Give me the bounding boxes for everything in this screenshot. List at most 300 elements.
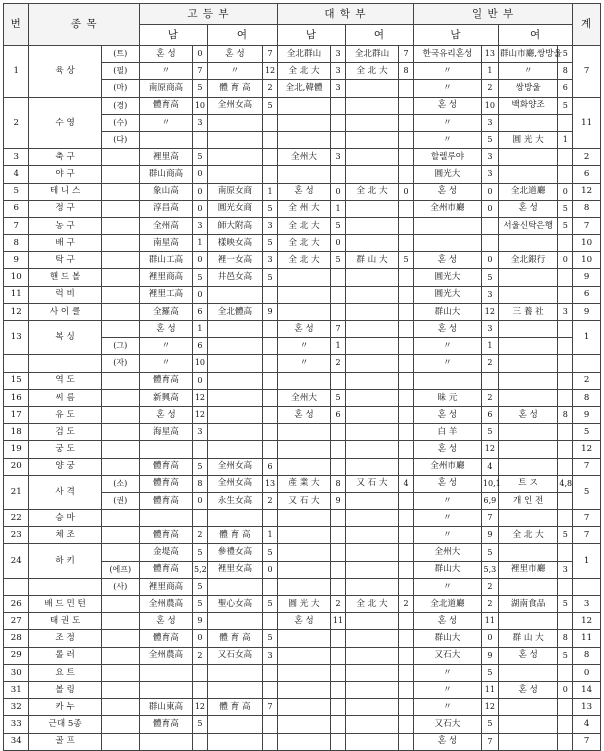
gen-male-score: 5 <box>481 544 498 561</box>
gen-male-score: 1 <box>481 63 498 80</box>
hs-male-score: 0 <box>193 492 208 509</box>
col-male-score: 3 <box>331 80 346 97</box>
table-row <box>4 544 601 561</box>
hs-male-score: 5 <box>193 716 208 733</box>
hs-male-score: 3 <box>193 217 208 234</box>
gen-male-team: 〃 <box>413 510 481 527</box>
gen-female-score <box>558 149 573 166</box>
col-female-team <box>345 664 398 681</box>
gen-female-score: 4,8 <box>558 475 573 492</box>
row-number: 30 <box>4 664 29 681</box>
col-female-score <box>399 613 414 630</box>
row-number: 12 <box>4 303 29 320</box>
row-number: 5 <box>4 183 29 200</box>
hs-female-team <box>207 286 262 303</box>
event-name: 탁 구 <box>29 252 101 269</box>
row-number: 22 <box>4 510 29 527</box>
col-male-team <box>277 97 330 114</box>
col-female-team <box>345 303 398 320</box>
event-subcategory <box>101 389 139 406</box>
row-number: 20 <box>4 458 29 475</box>
event-name: 조 정 <box>29 630 101 647</box>
gen-female-score: 5 <box>558 97 573 114</box>
gen-female-score <box>558 321 573 338</box>
hs-male-score: 12 <box>193 406 208 423</box>
gen-male-team: 혼 성 <box>413 183 481 200</box>
row-number: 3 <box>4 149 29 166</box>
table-row <box>4 149 601 166</box>
hs-male-score <box>193 681 208 698</box>
hs-male-score: 5 <box>193 458 208 475</box>
col-male-team <box>277 269 330 286</box>
gen-female-team <box>498 716 557 733</box>
gen-female-team: 개 인 전 <box>498 492 557 509</box>
gen-female-score: 0 <box>558 681 573 698</box>
event-name: 요 트 <box>29 664 101 681</box>
col-female-score <box>399 217 414 234</box>
total-value: 1 <box>573 544 601 578</box>
col-female-team <box>345 217 398 234</box>
gen-female-team <box>498 372 557 389</box>
event-subcategory <box>101 424 139 441</box>
hs-male-score: 10 <box>193 355 208 372</box>
col-female-score <box>399 716 414 733</box>
hs-female-team <box>207 406 262 423</box>
col-male-team: 全 州 大 <box>277 200 330 217</box>
gen-female-score <box>558 372 573 389</box>
gen-male-team: 〃 <box>413 681 481 698</box>
col-male-team: 圓 光 大 <box>277 596 330 613</box>
gen-female-score: 5 <box>558 527 573 544</box>
group-highschool-header: 고 등 부 <box>139 4 277 25</box>
hs-female-score <box>263 681 278 698</box>
gen-female-score: 5 <box>558 46 573 63</box>
hs-female-score: 5 <box>263 630 278 647</box>
row-number: 18 <box>4 424 29 441</box>
gen-female-score: 3 <box>558 561 573 578</box>
hs-male-team: 〃 <box>139 338 192 355</box>
hs-female-team <box>207 338 262 355</box>
table-row <box>4 406 601 423</box>
gen-female-team: 혼 성 <box>498 406 557 423</box>
row-number: 2 <box>4 97 29 149</box>
col-male-team <box>277 544 330 561</box>
gen-female-team: 혼 성 <box>498 681 557 698</box>
hs-male-score <box>193 664 208 681</box>
hs-female-team <box>207 166 262 183</box>
gen-female-score <box>558 269 573 286</box>
hs-female-team: 體 育 高 <box>207 527 262 544</box>
gen-male-team: 〃 <box>413 578 481 595</box>
hs-male-score: 0 <box>193 252 208 269</box>
hs-female-team: 樣映女高 <box>207 235 262 252</box>
event-name: 야 구 <box>29 166 101 183</box>
gen-female-team <box>498 544 557 561</box>
table-row <box>4 475 601 492</box>
hs-female-score <box>263 372 278 389</box>
col-male-team <box>277 114 330 131</box>
col-female-score <box>399 510 414 527</box>
col-female-team <box>345 441 398 458</box>
event-subcategory <box>101 183 139 200</box>
event-name: 볼 링 <box>29 681 101 698</box>
hs-female-score <box>263 441 278 458</box>
col-female-score <box>399 389 414 406</box>
gen-female-team <box>498 613 557 630</box>
col-male-team <box>277 699 330 716</box>
hs-female-score: 5 <box>263 200 278 217</box>
table-row <box>4 252 601 269</box>
gen-male-score: 5 <box>481 269 498 286</box>
total-value: 8 <box>573 389 601 406</box>
hs-female-team <box>207 441 262 458</box>
hs-male-team: 體育高 <box>139 475 192 492</box>
event-name: 롤 러 <box>29 647 101 664</box>
hs-female-score <box>263 131 278 148</box>
col-male-team <box>277 561 330 578</box>
hs-female-score <box>263 733 278 750</box>
col-male-score <box>331 510 346 527</box>
hs-male-score: 5,2 <box>193 561 208 578</box>
col-female-score <box>399 97 414 114</box>
col-male-team <box>277 131 330 148</box>
gen-male-score: 7 <box>481 510 498 527</box>
col-male-score <box>331 647 346 664</box>
col-male-team <box>277 647 330 664</box>
hs-female-team: 聖心女高 <box>207 596 262 613</box>
hs-male-team: 體育高 <box>139 630 192 647</box>
hs-male-score: 12 <box>193 389 208 406</box>
gen-female-score: 5 <box>558 217 573 234</box>
col-female-team <box>345 200 398 217</box>
col-male-score <box>331 699 346 716</box>
hs-female-score: 5 <box>263 596 278 613</box>
table-row <box>4 716 601 733</box>
hs-male-team: 〃 <box>139 355 192 372</box>
hs-male-score: 1 <box>193 235 208 252</box>
col-female-score: 5 <box>399 252 414 269</box>
col-female-team <box>345 578 398 595</box>
total-value: 7 <box>573 733 601 750</box>
hs-male-team: 群山東高 <box>139 699 192 716</box>
gen-female-team: 〃 <box>498 63 557 80</box>
male-header: 남 <box>413 25 498 46</box>
gen-male-team: 혼 성 <box>413 97 481 114</box>
event-subcategory <box>101 613 139 630</box>
col-male-score <box>331 664 346 681</box>
event-subcategory: (그) <box>101 338 139 355</box>
gen-female-score <box>558 510 573 527</box>
event-subcategory <box>101 200 139 217</box>
hs-male-team: 體育高 <box>139 561 192 578</box>
event-name: 근대 5종 <box>29 716 101 733</box>
total-value: 10 <box>573 235 601 252</box>
col-female-team <box>345 80 398 97</box>
event-subcategory: (마) <box>101 80 139 97</box>
hs-male-team <box>139 681 192 698</box>
female-header: 여 <box>345 25 413 46</box>
col-male-score: 3 <box>331 63 346 80</box>
table-row <box>4 578 601 595</box>
total-value: 7 <box>573 527 601 544</box>
hs-male-score <box>193 131 208 148</box>
col-female-score <box>399 664 414 681</box>
hs-female-team: 南原女商 <box>207 183 262 200</box>
col-female-team: 全 北 大 <box>345 183 398 200</box>
col-female-team <box>345 166 398 183</box>
row-number: 21 <box>4 475 29 509</box>
row-number: 27 <box>4 613 29 630</box>
event-name: 체 조 <box>29 527 101 544</box>
col-male-team <box>277 510 330 527</box>
event-subcategory <box>101 664 139 681</box>
hs-male-score: 3 <box>193 424 208 441</box>
sports-results-table <box>3 3 601 751</box>
col-female-score: 4 <box>399 475 414 492</box>
gen-male-team: 〃 <box>413 355 481 372</box>
hs-male-team: 全州高 <box>139 217 192 234</box>
event-subcategory <box>101 441 139 458</box>
total-value: 6 <box>573 286 601 303</box>
col-male-team: 全 北 大 <box>277 235 330 252</box>
table-row <box>4 355 601 372</box>
col-male-score <box>331 131 346 148</box>
total-value: 7 <box>573 217 601 234</box>
col-male-score <box>331 166 346 183</box>
hs-male-team <box>139 733 192 750</box>
hs-male-score: 0 <box>193 372 208 389</box>
hs-female-score <box>263 114 278 131</box>
col-male-team <box>277 681 330 698</box>
col-female-team <box>345 149 398 166</box>
col-male-score <box>331 681 346 698</box>
gen-male-team: 혼 성 <box>413 321 481 338</box>
hs-male-score: 5 <box>193 544 208 561</box>
male-header: 남 <box>277 25 345 46</box>
event-subcategory <box>101 286 139 303</box>
gen-female-team <box>498 235 557 252</box>
gen-female-team: 裡里市廳 <box>498 561 557 578</box>
hs-female-score: 5 <box>263 97 278 114</box>
hs-female-score <box>263 664 278 681</box>
col-male-team <box>277 458 330 475</box>
col-female-score <box>399 630 414 647</box>
table-row <box>4 596 601 613</box>
gen-female-team <box>498 389 557 406</box>
gen-male-score: 0 <box>481 252 498 269</box>
col-female-team <box>345 97 398 114</box>
hs-male-team: 象山高 <box>139 183 192 200</box>
hs-female-score: 12 <box>263 63 278 80</box>
hs-male-team: 淳昌高 <box>139 200 192 217</box>
col-male-team: 全州大 <box>277 389 330 406</box>
event-subcategory: (경) <box>101 97 139 114</box>
col-male-score <box>331 716 346 733</box>
table-row <box>4 183 601 200</box>
col-male-team: 혼 성 <box>277 183 330 200</box>
col-male-score <box>331 97 346 114</box>
col-female-team: 全 北 大 <box>345 596 398 613</box>
gen-female-team <box>498 166 557 183</box>
hs-female-score: 2 <box>263 492 278 509</box>
gen-male-team: 又石大 <box>413 716 481 733</box>
gen-male-team: 혼 성 <box>413 733 481 750</box>
hs-female-score: 3 <box>263 252 278 269</box>
total-value: 11 <box>573 630 601 647</box>
col-female-score: 0 <box>399 183 414 200</box>
row-number: 1 <box>4 46 29 98</box>
gen-male-team <box>413 372 481 389</box>
hs-female-team: 井邑女高 <box>207 269 262 286</box>
hs-male-score <box>193 510 208 527</box>
col-male-team: 〃 <box>277 338 330 355</box>
gen-male-team: 혼 성 <box>413 475 481 492</box>
col-male-score: 5 <box>331 217 346 234</box>
event-subcategory <box>101 733 139 750</box>
col-total-header: 계 <box>573 4 601 46</box>
col-female-team <box>345 131 398 148</box>
hs-male-score: 7 <box>193 63 208 80</box>
group-college-header: 대 학 부 <box>277 4 413 25</box>
hs-male-score: 0 <box>193 200 208 217</box>
gen-male-score: 2 <box>481 80 498 97</box>
table-row <box>4 286 601 303</box>
gen-male-team: 한국유리혼성 <box>413 46 481 63</box>
gen-female-score <box>558 286 573 303</box>
total-value: 7 <box>573 510 601 527</box>
gen-male-team: 群山大 <box>413 630 481 647</box>
total-value: 13 <box>573 699 601 716</box>
hs-female-score: 5 <box>263 544 278 561</box>
gen-female-score <box>558 664 573 681</box>
gen-male-score: 9 <box>481 647 498 664</box>
col-female-score <box>399 166 414 183</box>
hs-female-score: 2 <box>263 80 278 97</box>
hs-female-team: 全州女高 <box>207 458 262 475</box>
event-subcategory <box>101 458 139 475</box>
event-name: 사 격 <box>29 475 101 509</box>
col-male-team <box>277 578 330 595</box>
col-male-score <box>331 441 346 458</box>
gen-male-score: 12 <box>481 441 498 458</box>
col-male-score: 9 <box>331 492 346 509</box>
hs-female-team: 혼 성 <box>207 46 262 63</box>
gen-male-score: 0 <box>481 630 498 647</box>
total-value: 8 <box>573 647 601 664</box>
hs-female-score <box>263 424 278 441</box>
col-male-score: 7 <box>331 321 346 338</box>
hs-female-team: 又石女高 <box>207 647 262 664</box>
col-male-score: 2 <box>331 355 346 372</box>
hs-male-team: 혼 성 <box>139 406 192 423</box>
event-name: 수 영 <box>29 97 101 149</box>
col-male-team: 혼 성 <box>277 321 330 338</box>
event-subcategory: (다) <box>101 131 139 148</box>
col-male-team: 全 北 大 <box>277 63 330 80</box>
col-male-score <box>331 424 346 441</box>
col-female-score <box>399 527 414 544</box>
hs-male-team: 體育高 <box>139 492 192 509</box>
event-name: 정 구 <box>29 200 101 217</box>
gen-male-score: 3 <box>481 114 498 131</box>
event-subcategory <box>101 166 139 183</box>
event-subcategory <box>101 647 139 664</box>
col-male-team: 全北群山 <box>277 46 330 63</box>
gen-female-team: 서울신탁은행 <box>498 217 557 234</box>
col-male-score: 8 <box>331 475 346 492</box>
hs-female-score <box>263 286 278 303</box>
event-name: 사 이 클 <box>29 303 101 320</box>
hs-male-team <box>139 131 192 148</box>
col-female-score <box>399 235 414 252</box>
total-value: 9 <box>573 406 601 423</box>
gen-male-score: 13 <box>481 46 498 63</box>
hs-female-score <box>263 355 278 372</box>
hs-female-team: 全北體高 <box>207 303 262 320</box>
total-value: 9 <box>573 303 601 320</box>
event-subcategory <box>101 699 139 716</box>
gen-female-score: 8 <box>558 63 573 80</box>
event-subcategory: (권) <box>101 492 139 509</box>
hs-female-score <box>263 166 278 183</box>
col-female-score <box>399 114 414 131</box>
gen-female-team <box>498 149 557 166</box>
col-male-score <box>331 372 346 389</box>
gen-male-team: 圓光大 <box>413 286 481 303</box>
total-value: 12 <box>573 613 601 630</box>
event-subcategory <box>101 596 139 613</box>
hs-male-team: 新興高 <box>139 389 192 406</box>
col-female-team <box>345 355 398 372</box>
gen-female-team <box>498 338 557 355</box>
event-name <box>29 355 101 372</box>
hs-female-score <box>263 716 278 733</box>
table-row <box>4 97 601 114</box>
col-female-team <box>345 716 398 733</box>
hs-male-team: 群山商高 <box>139 166 192 183</box>
col-male-team: 產 業 大 <box>277 475 330 492</box>
col-female-team <box>345 424 398 441</box>
col-female-score <box>399 269 414 286</box>
hs-female-score: 3 <box>263 647 278 664</box>
gen-male-team: 할렐루야 <box>413 149 481 166</box>
gen-male-score: 5 <box>481 131 498 148</box>
gen-female-team <box>498 114 557 131</box>
table-row <box>4 664 601 681</box>
gen-male-team: 全北道廳 <box>413 596 481 613</box>
event-name: 핸 드 볼 <box>29 269 101 286</box>
col-female-score <box>399 561 414 578</box>
col-male-score: 1 <box>331 338 346 355</box>
col-male-team: 혼 성 <box>277 406 330 423</box>
row-number: 13 <box>4 321 29 355</box>
col-female-team: 全北群山 <box>345 46 398 63</box>
col-female-team <box>345 561 398 578</box>
gen-male-team: 혼 성 <box>413 252 481 269</box>
col-female-score <box>399 492 414 509</box>
total-value: 3 <box>573 596 601 613</box>
col-female-team <box>345 613 398 630</box>
hs-female-team: 體 育 高 <box>207 630 262 647</box>
col-male-team <box>277 441 330 458</box>
event-name: 테 니 스 <box>29 183 101 200</box>
event-name: 역 도 <box>29 372 101 389</box>
female-header: 여 <box>207 25 277 46</box>
row-number: 10 <box>4 269 29 286</box>
col-female-score <box>399 424 414 441</box>
gen-male-team: 群山大 <box>413 303 481 320</box>
col-male-score <box>331 303 346 320</box>
